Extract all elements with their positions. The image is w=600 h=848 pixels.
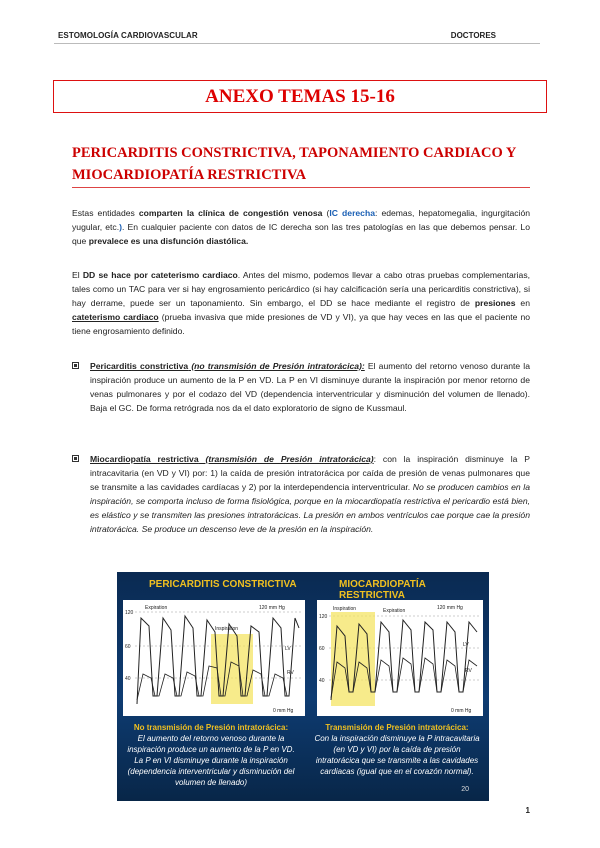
left-label-scale: 120 mm Hg bbox=[259, 605, 285, 611]
paragraph-intro: Estas entidades comparten la clínica de congestión venosa (IC derecha: edemas, hepatomegalia, ingurgitación yugular, etc.). En cualquier paciente con datos de IC derecha son las tres patologías en las que debemos pensar. Lo que prevalece es una disfunción diastólica. bbox=[72, 208, 530, 246]
right-axis-120: 120 bbox=[319, 614, 328, 620]
bullet-square-icon bbox=[72, 455, 79, 462]
left-label-expiration: Expiration bbox=[145, 605, 168, 611]
figure-right-caption: Transmisión de Presión intratorácica: Con la inspiración disminuye la P intracavitaria (en VD y VI) por la caída de presión intratorácica que se transmite a las cavidades cardiacas (igual que en el corazón normal). bbox=[314, 723, 480, 776]
right-axis-40: 40 bbox=[319, 678, 325, 684]
left-label-inspiration: Inspiration bbox=[215, 626, 239, 632]
figure-left-title: PERICARDITIS CONSTRICTIVA bbox=[149, 579, 297, 590]
paragraph-diagnosis: El DD se hace por cateterismo cardiaco. Antes del mismo, podemos llevar a cabo otras pruebas complementarias, tales como un TAC para ver si hay engrosamiento pericárdico (si hay calcificación sería una pericarditis constrictiva), si hay derrame, puede ser un taponamiento. Sin embargo, el DD se hace mediante el registro de presiones en cateterismo cardiaco (prueba invasiva que mide presiones de VD y VI), ya que hay veces en las que el paciente no tiene engrosamiento definido. bbox=[72, 270, 531, 336]
left-label-rv: RV bbox=[287, 670, 294, 676]
figure-right-title: MIOCARDIOPATÍA RESTRICTIVA bbox=[339, 579, 426, 601]
right-label-lv: LV bbox=[463, 642, 469, 648]
left-label-zero: 0 mm Hg bbox=[273, 708, 294, 714]
page-number: 1 bbox=[525, 806, 530, 815]
right-label-rv: RV bbox=[465, 668, 472, 674]
bullet-miocardiopatia: Miocardiopatía restrictiva (transmisión de Presión intratorácica): con la inspiración disminuye la P intracavitaria (en VD y VI) por: 1) la caída de presión intratorácica por caída de presión de venas pulmonares que se transmite a las cavidades cardíacas y 2) por la interdependencia interventricular. No se producen cambios en la inspiración, se comporta incluso de forma fisiológica, porque en la miocardiopatía restrictiva el pericardio está bien, es elástico y se transmiten las presiones intratorácicas. La presión en ambos ventrículos cae porque cae la presión intratorácica. Se produce un descenso leve de la presión en la inspiración. bbox=[72, 452, 530, 536]
header-subject: ESTOMOLOGÍA CARDIOVASCULAR bbox=[58, 31, 198, 40]
left-label-lv: LV bbox=[285, 646, 291, 652]
restrictive-pressure-tracing bbox=[317, 600, 483, 716]
figure-left-caption: No transmisión de Presión intratorácica: El aumento del retorno venoso durante la inspiración produce un aumento de la P en VD. La P en VI disminuye durante la inspiración (dependencia interventricular y disminución del volumen de llenado) bbox=[127, 723, 295, 787]
right-label-expiration: Expiration bbox=[383, 608, 406, 614]
left-axis-60: 60 bbox=[125, 644, 131, 650]
header-divider bbox=[54, 43, 540, 44]
header-authors: DOCTORES bbox=[450, 31, 496, 40]
pericarditis-pressure-tracing bbox=[123, 600, 305, 716]
right-axis-60: 60 bbox=[319, 646, 325, 652]
comparison-figure bbox=[117, 572, 489, 801]
section-title-underline bbox=[72, 187, 530, 188]
slide-number: 20 bbox=[461, 786, 469, 793]
right-label-zero: 0 mm Hg bbox=[451, 708, 472, 714]
annex-title-box bbox=[53, 80, 547, 113]
right-label-scale: 120 mm Hg bbox=[437, 605, 463, 611]
bullet-pericarditis: Pericarditis constrictiva (no transmisión de Presión intratorácica): El aumento del retorno venoso durante la inspiración produce un aumento de la P en VD. La P en VI disminuye durante la inspiración por menor retorno de venas pulmonares y por el codazo del VD (dependencia interventricular y disminución del volumen de llenado). Baja el GC. De forma retrógrada nos da el dato exploratorio de signo de Kussmaul. bbox=[72, 359, 530, 415]
bullet-square-icon bbox=[72, 362, 79, 369]
right-label-inspiration: Inspiration bbox=[333, 606, 357, 612]
section-title: PERICARDITIS CONSTRICTIVA, TAPONAMIENTO CARDIACO Y MIOCARDIOPATÍA RESTRICTIVA bbox=[72, 145, 516, 183]
annex-title: ANEXO TEMAS 15-16 bbox=[205, 85, 395, 107]
left-axis-40: 40 bbox=[125, 676, 131, 682]
left-axis-120: 120 bbox=[125, 610, 134, 616]
